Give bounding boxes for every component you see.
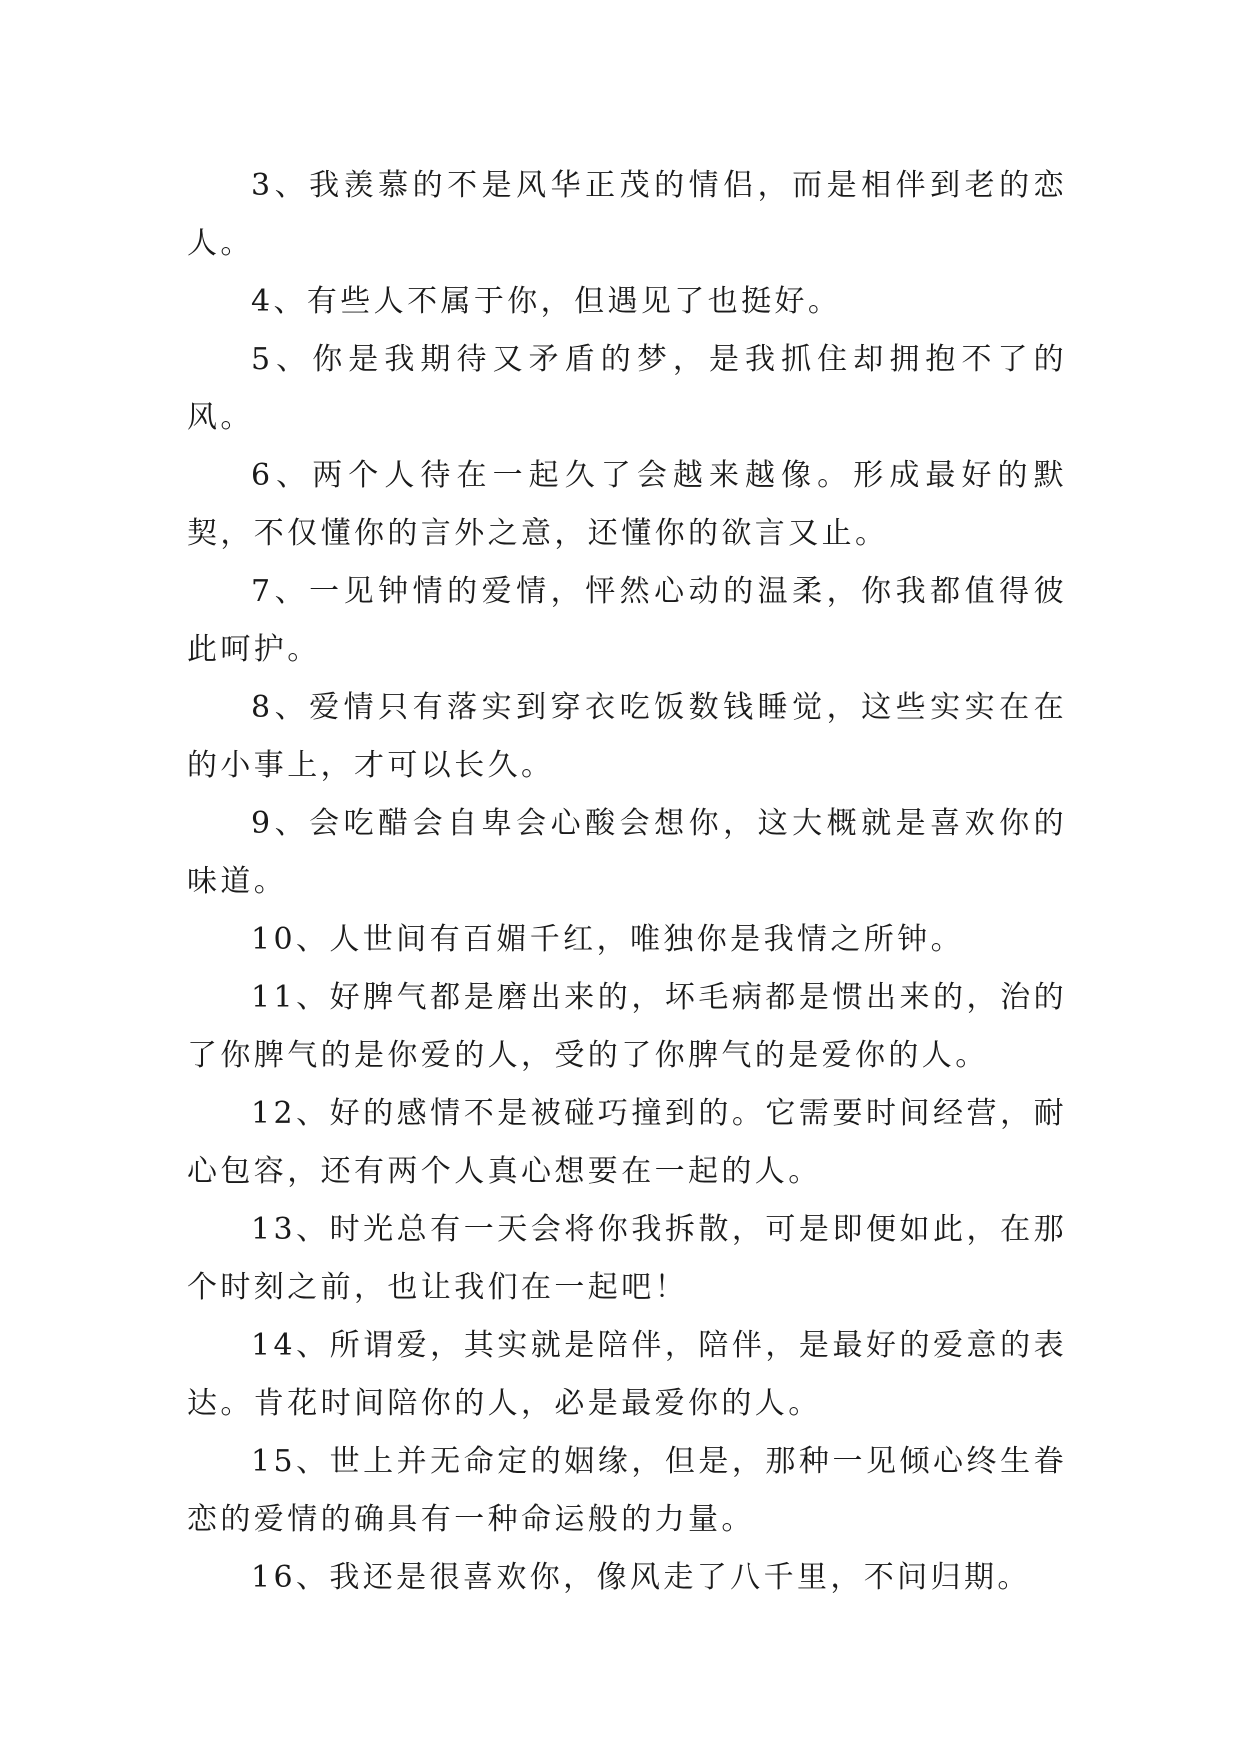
paragraph-5: 5、你是我期待又矛盾的梦，是我抓住却拥抱不了的风。 (187, 342, 1067, 435)
paragraph-13: 13、时光总有一天会将你我拆散，可是即便如此，在那个时刻之前，也让我们在一起吧！ (187, 1212, 1067, 1305)
paragraph-10: 10、人世间有百媚千红，唯独你是我情之所钟。 (251, 922, 964, 957)
paragraph-8: 8、爱情只有落实到穿衣吃饭数钱睡觉，这些实实在在的小事上，才可以长久。 (187, 690, 1067, 783)
paragraph-11: 11、好脾气都是磨出来的，坏毛病都是惯出来的，治的了你脾气的是你爱的人，受的了你脾气的是爱你的人。 (187, 980, 1067, 1073)
paragraph-7: 7、一见钟情的爱情，怦然心动的温柔，你我都值得彼此呵护。 (187, 574, 1067, 667)
paragraph-16: 16、我还是很喜欢你，像风走了八千里，不问归期。 (251, 1560, 1031, 1595)
paragraph-15: 15、世上并无命定的姻缘，但是，那种一见倾心终生眷恋的爱情的确具有一种命运般的力量。 (187, 1444, 1067, 1537)
document-body (187, 157, 1067, 1607)
paragraph-9: 9、会吃醋会自卑会心酸会想你，这大概就是喜欢你的味道。 (187, 806, 1067, 899)
paragraph-12: 12、好的感情不是被碰巧撞到的。它需要时间经营，耐心包容，还有两个人真心想要在一起的人。 (187, 1096, 1067, 1189)
paragraph-3: 3、我羡慕的不是风华正茂的情侣，而是相伴到老的恋人。 (187, 168, 1067, 261)
paragraph-14: 14、所谓爱，其实就是陪伴，陪伴，是最好的爱意的表达。肯花时间陪你的人，必是最爱你的人。 (187, 1328, 1067, 1421)
paragraph-4: 4、有些人不属于你，但遇见了也挺好。 (251, 284, 842, 319)
paragraph-6: 6、两个人待在一起久了会越来越像。形成最好的默契，不仅懂你的言外之意，还懂你的欲言又止。 (187, 458, 1067, 551)
